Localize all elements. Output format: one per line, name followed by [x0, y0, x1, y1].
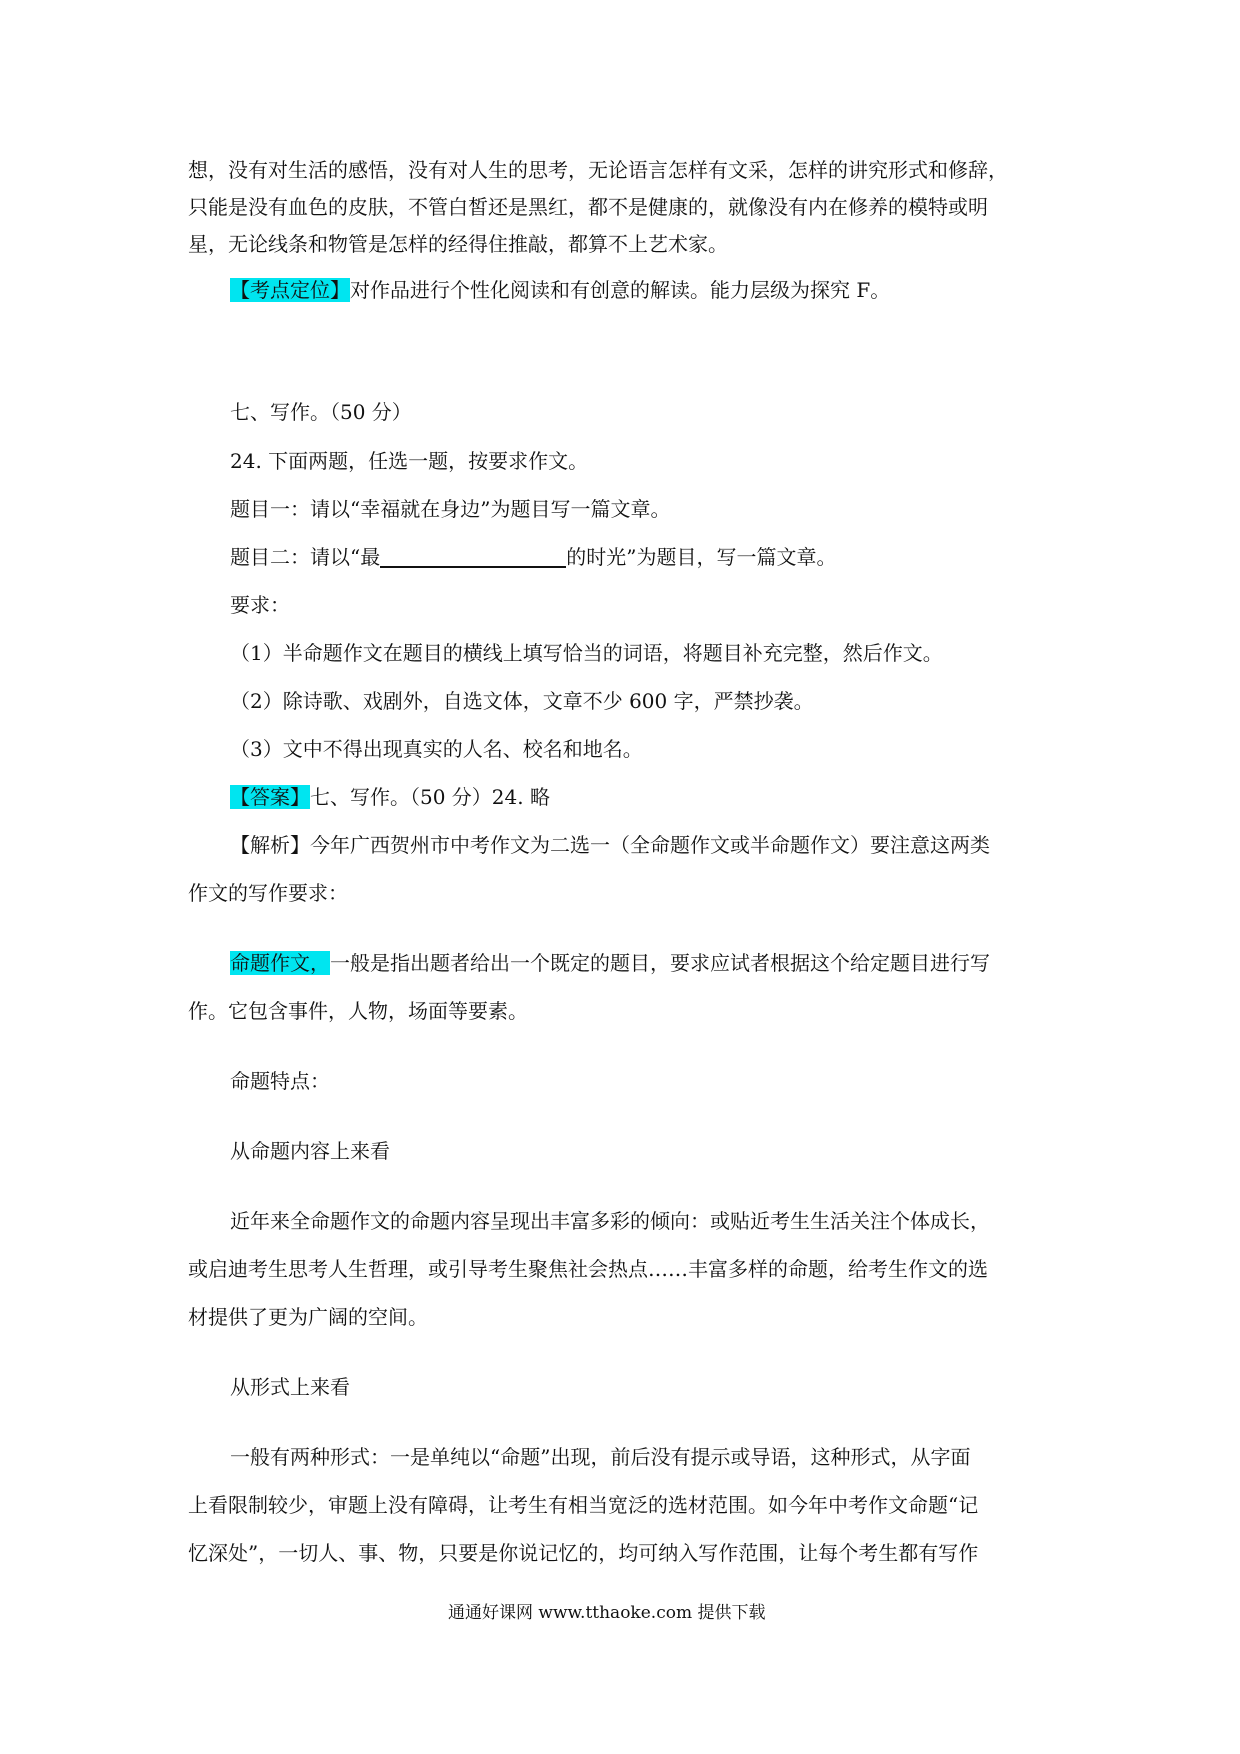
content-subheading: 从命题内容上来看 [230, 1139, 390, 1163]
form-line-1: 一般有两种形式：一是单纯以“命题”出现，前后没有提示或导语，这种形式，从字面 [230, 1445, 971, 1469]
topic-one: 题目一：请以“幸福就在身边”为题目写一篇文章。 [230, 497, 671, 521]
fill-in-blank [380, 544, 566, 568]
answer-paragraph [230, 782, 550, 812]
form-subheading: 从形式上来看 [230, 1375, 350, 1399]
requirement-1: （1）半命题作文在题目的横线上填写恰当的词语，将题目补充完整，然后作文。 [230, 641, 943, 665]
requirement-2: （2）除诗歌、戏剧外，自选文体，文章不少 600 字，严禁抄袭。 [230, 689, 814, 713]
content-line-1: 近年来全命题作文的命题内容呈现出丰富多彩的倾向：或贴近考生生活关注个体成长， [230, 1209, 990, 1233]
features-heading: 命题特点： [230, 1069, 330, 1093]
topic-two-prefix: 题目二：请以“最 [230, 545, 381, 569]
content-line-2: 或启迪考生思考人生哲理，或引导考生聚焦社会热点……丰富多样的命题，给考生作文的选 [188, 1257, 988, 1281]
mingti-paragraph [230, 948, 990, 978]
form-line-3: 忆深处”，一切人、事、物，只要是你说记忆的，均可纳入写作范围，让每个考生都有写作 [188, 1541, 979, 1565]
requirements-label: 要求： [230, 593, 290, 617]
intro-line-1: 想，没有对生活的感悟，没有对人生的思考，无论语言怎样有文采，怎样的讲究形式和修辞， [188, 158, 1008, 182]
answer-label: 【答案】 [230, 785, 310, 809]
kaodian-label: 【考点定位】 [230, 278, 350, 302]
question-24: 24. 下面两题，任选一题，按要求作文。 [230, 449, 589, 473]
topic-two [230, 542, 836, 572]
form-line-2: 上看限制较少，审题上没有障碍，让考生有相当宽泛的选材范围。如今年中考作文命题“记 [188, 1493, 979, 1517]
requirement-3: （3）文中不得出现真实的人名、校名和地名。 [230, 737, 643, 761]
kaodian-paragraph [230, 275, 890, 305]
mingti-line-2: 作。它包含事件，人物，场面等要素。 [188, 999, 528, 1023]
mingti-text: 一般是指出题者给出一个既定的题目，要求应试者根据这个给定题目进行写 [330, 951, 990, 975]
content-line-3: 材提供了更为广阔的空间。 [188, 1305, 428, 1329]
page-footer: 通通好课网 www.tthaoke.com 提供下载 [448, 1603, 766, 1623]
intro-line-3: 星，无论线条和物管是怎样的经得住推敲，都算不上艺术家。 [188, 232, 728, 256]
topic-two-suffix: 的时光”为题目，写一篇文章。 [566, 545, 837, 569]
section-heading: 七、写作。（50 分） [230, 400, 412, 424]
answer-text: 七、写作。（50 分）24. 略 [310, 785, 550, 809]
intro-line-2: 只能是没有血色的皮肤，不管白皙还是黑红，都不是健康的，就像没有内在修养的模特或明 [188, 195, 988, 219]
mingti-label: 命题作文， [230, 951, 330, 975]
analysis-line-2: 作文的写作要求： [188, 881, 348, 905]
analysis-line-1: 【解析】今年广西贺州市中考作文为二选一（全命题作文或半命题作文）要注意这两类 [230, 833, 990, 857]
kaodian-text: 对作品进行个性化阅读和有创意的解读。能力层级为探究 F。 [350, 278, 891, 302]
